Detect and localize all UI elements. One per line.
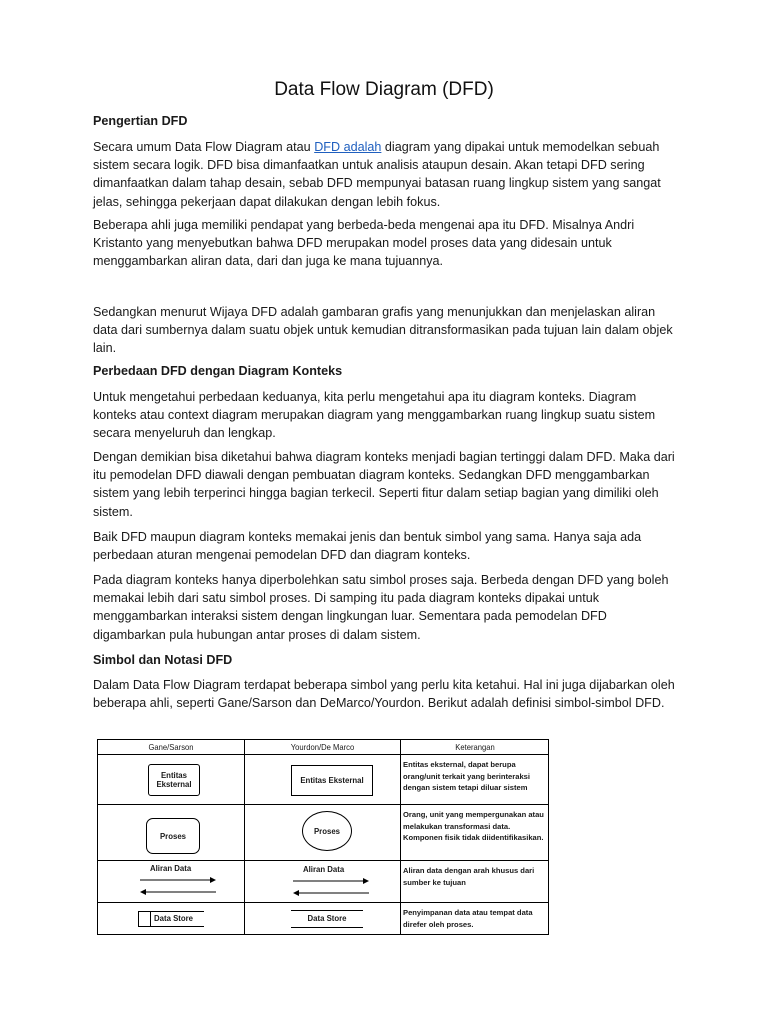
- external-entity-gs-symbol: [148, 764, 200, 796]
- data-store-yd-symbol: [291, 910, 363, 928]
- external-entity-description: Entitas eksternal, dapat berupa orang/unit terkait yang berinteraksi dengan sistem tetapi diluar sistem: [403, 760, 531, 792]
- table-divider: [98, 754, 548, 755]
- heading-perbedaan: Perbedaan DFD dengan Diagram Konteks: [93, 364, 343, 378]
- external-entity-gs-line2: Eksternal: [156, 780, 192, 789]
- data-flow-gs-label: Aliran Data: [150, 864, 192, 873]
- table-divider: [98, 860, 548, 861]
- paragraph-1-end: diagram yang dipakai untuk memodelkan sebuah sistem secara logik. DFD bisa dimanfaatkan untuk analisis ataupun desain. Akan tetapi DFD sering dimanfaatkan dalam tahap desain, sebab DFD mempunyai batasan ruang lingkup sistem yang sangat jelas, sehingga pekerjaan dapat dilakukan dengan lebih fokus.: [93, 140, 661, 209]
- heading-simbol: Simbol dan Notasi DFD: [93, 653, 233, 667]
- external-entity-gs-line1: Entitas: [160, 771, 187, 780]
- paragraph-6: Baik DFD maupun diagram konteks memakai jenis dan bentuk simbol yang sama. Hanya saja ada perbedaan aturan mengenai pemodelan DFD dan diagram konteks.: [93, 530, 642, 563]
- paragraph-8: Dalam Data Flow Diagram terdapat beberapa simbol yang perlu kita ketahui. Hal ini juga dijabarkan oleh beberapa ahli, seperti Gane/Sarson dan DeMarco/Yourdon. Berikut adalah definisi simbol-simbol DFD.: [93, 678, 675, 711]
- process-yd-symbol: [302, 811, 352, 851]
- data-flow-description: Aliran data dengan arah khusus dari sumber ke tujuan: [403, 866, 535, 887]
- header-keterangan: Keterangan: [455, 742, 495, 752]
- heading-pengertian: Pengertian DFD: [93, 114, 188, 128]
- paragraph-1-start: Secara umum Data Flow Diagram atau: [93, 140, 315, 154]
- process-gs-symbol: [146, 818, 200, 854]
- external-entity-yd-label: Entitas Eksternal: [300, 776, 364, 785]
- table-divider: [98, 902, 548, 903]
- data-store-gs-label: Data Store: [154, 914, 193, 923]
- process-gs-label: Proses: [159, 831, 186, 841]
- process-yd-label: Proses: [313, 826, 340, 836]
- process-description: Orang, unit yang mempergunakan atau melakukan transformasi data. Komponen fisik tidak diidentifikasikan.: [403, 810, 544, 842]
- table-divider: [400, 740, 401, 934]
- table-divider: [244, 740, 245, 934]
- external-entity-yd-symbol: [291, 765, 373, 796]
- table-divider: [98, 804, 548, 805]
- dfd-symbol-table: [97, 739, 549, 935]
- paragraph-4: Untuk mengetahui perbedaan keduanya, kita perlu mengetahui apa itu diagram konteks. Diagram konteks atau context diagram merupakan diagram yang menggambarkan ruang lingkup suatu sistem secara menyeluruh dan lengkap.: [93, 390, 656, 441]
- paragraph-2: Beberapa ahli juga memiliki pendapat yang berbeda-beda mengenai apa itu DFD. Misalnya Andri Kristanto yang menyebutkan bahwa DFD merupakan model proses data yang didesain untuk menggambarkan aliran data, dari dan juga ke mana tujuannya.: [93, 218, 635, 269]
- paragraph-3: Sedangkan menurut Wijaya DFD adalah gambaran grafis yang menunjukkan dan menjelaskan aliran data dari sumbernya dalam suatu objek untuk kemudian ditransformasikan pada tujuan lain dalam objek lain.: [93, 305, 673, 356]
- data-flow-gs-arrows: [138, 874, 218, 898]
- header-yourdon: Yourdon/De Marco: [290, 742, 355, 752]
- data-store-gs-symbol: [138, 911, 204, 927]
- dfd-adalah-link[interactable]: DFD adalah: [314, 140, 382, 154]
- paragraph-1: [93, 138, 683, 211]
- paragraph-5: Dengan demikian bisa diketahui bahwa diagram konteks menjadi bagian tertinggi dalam DFD. Maka dari itu pemodelan DFD diawali dengan pembuatan diagram konteks. Sedangkan DFD menggambarkan sistem yang lebih terperinci hingga bagian terkecil. Seperti fitur dalam setiap bagian yang dimiliki oleh sistem.: [93, 450, 675, 519]
- data-flow-yd-arrows: [291, 875, 371, 899]
- header-gane-sarson: Gane/Sarson: [148, 742, 194, 752]
- data-flow-yd-label: Aliran Data: [303, 865, 345, 874]
- data-store-yd-label: Data Store: [307, 914, 347, 923]
- paragraph-7: Pada diagram konteks hanya diperbolehkan satu simbol proses saja. Berbeda dengan DFD yang boleh memakai lebih dari satu simbol proses. Di samping itu pada diagram konteks dipakai untuk menggambarkan interaksi sistem dengan lingkungan luar. Sementara pada pemodelan DFD digambarkan pula hubungan antar proses di dalam sistem.: [93, 573, 669, 642]
- document-title: Data Flow Diagram (DFD): [274, 79, 494, 100]
- data-store-description: Penyimpanan data atau tempat data direfer oleh proses.: [403, 908, 533, 929]
